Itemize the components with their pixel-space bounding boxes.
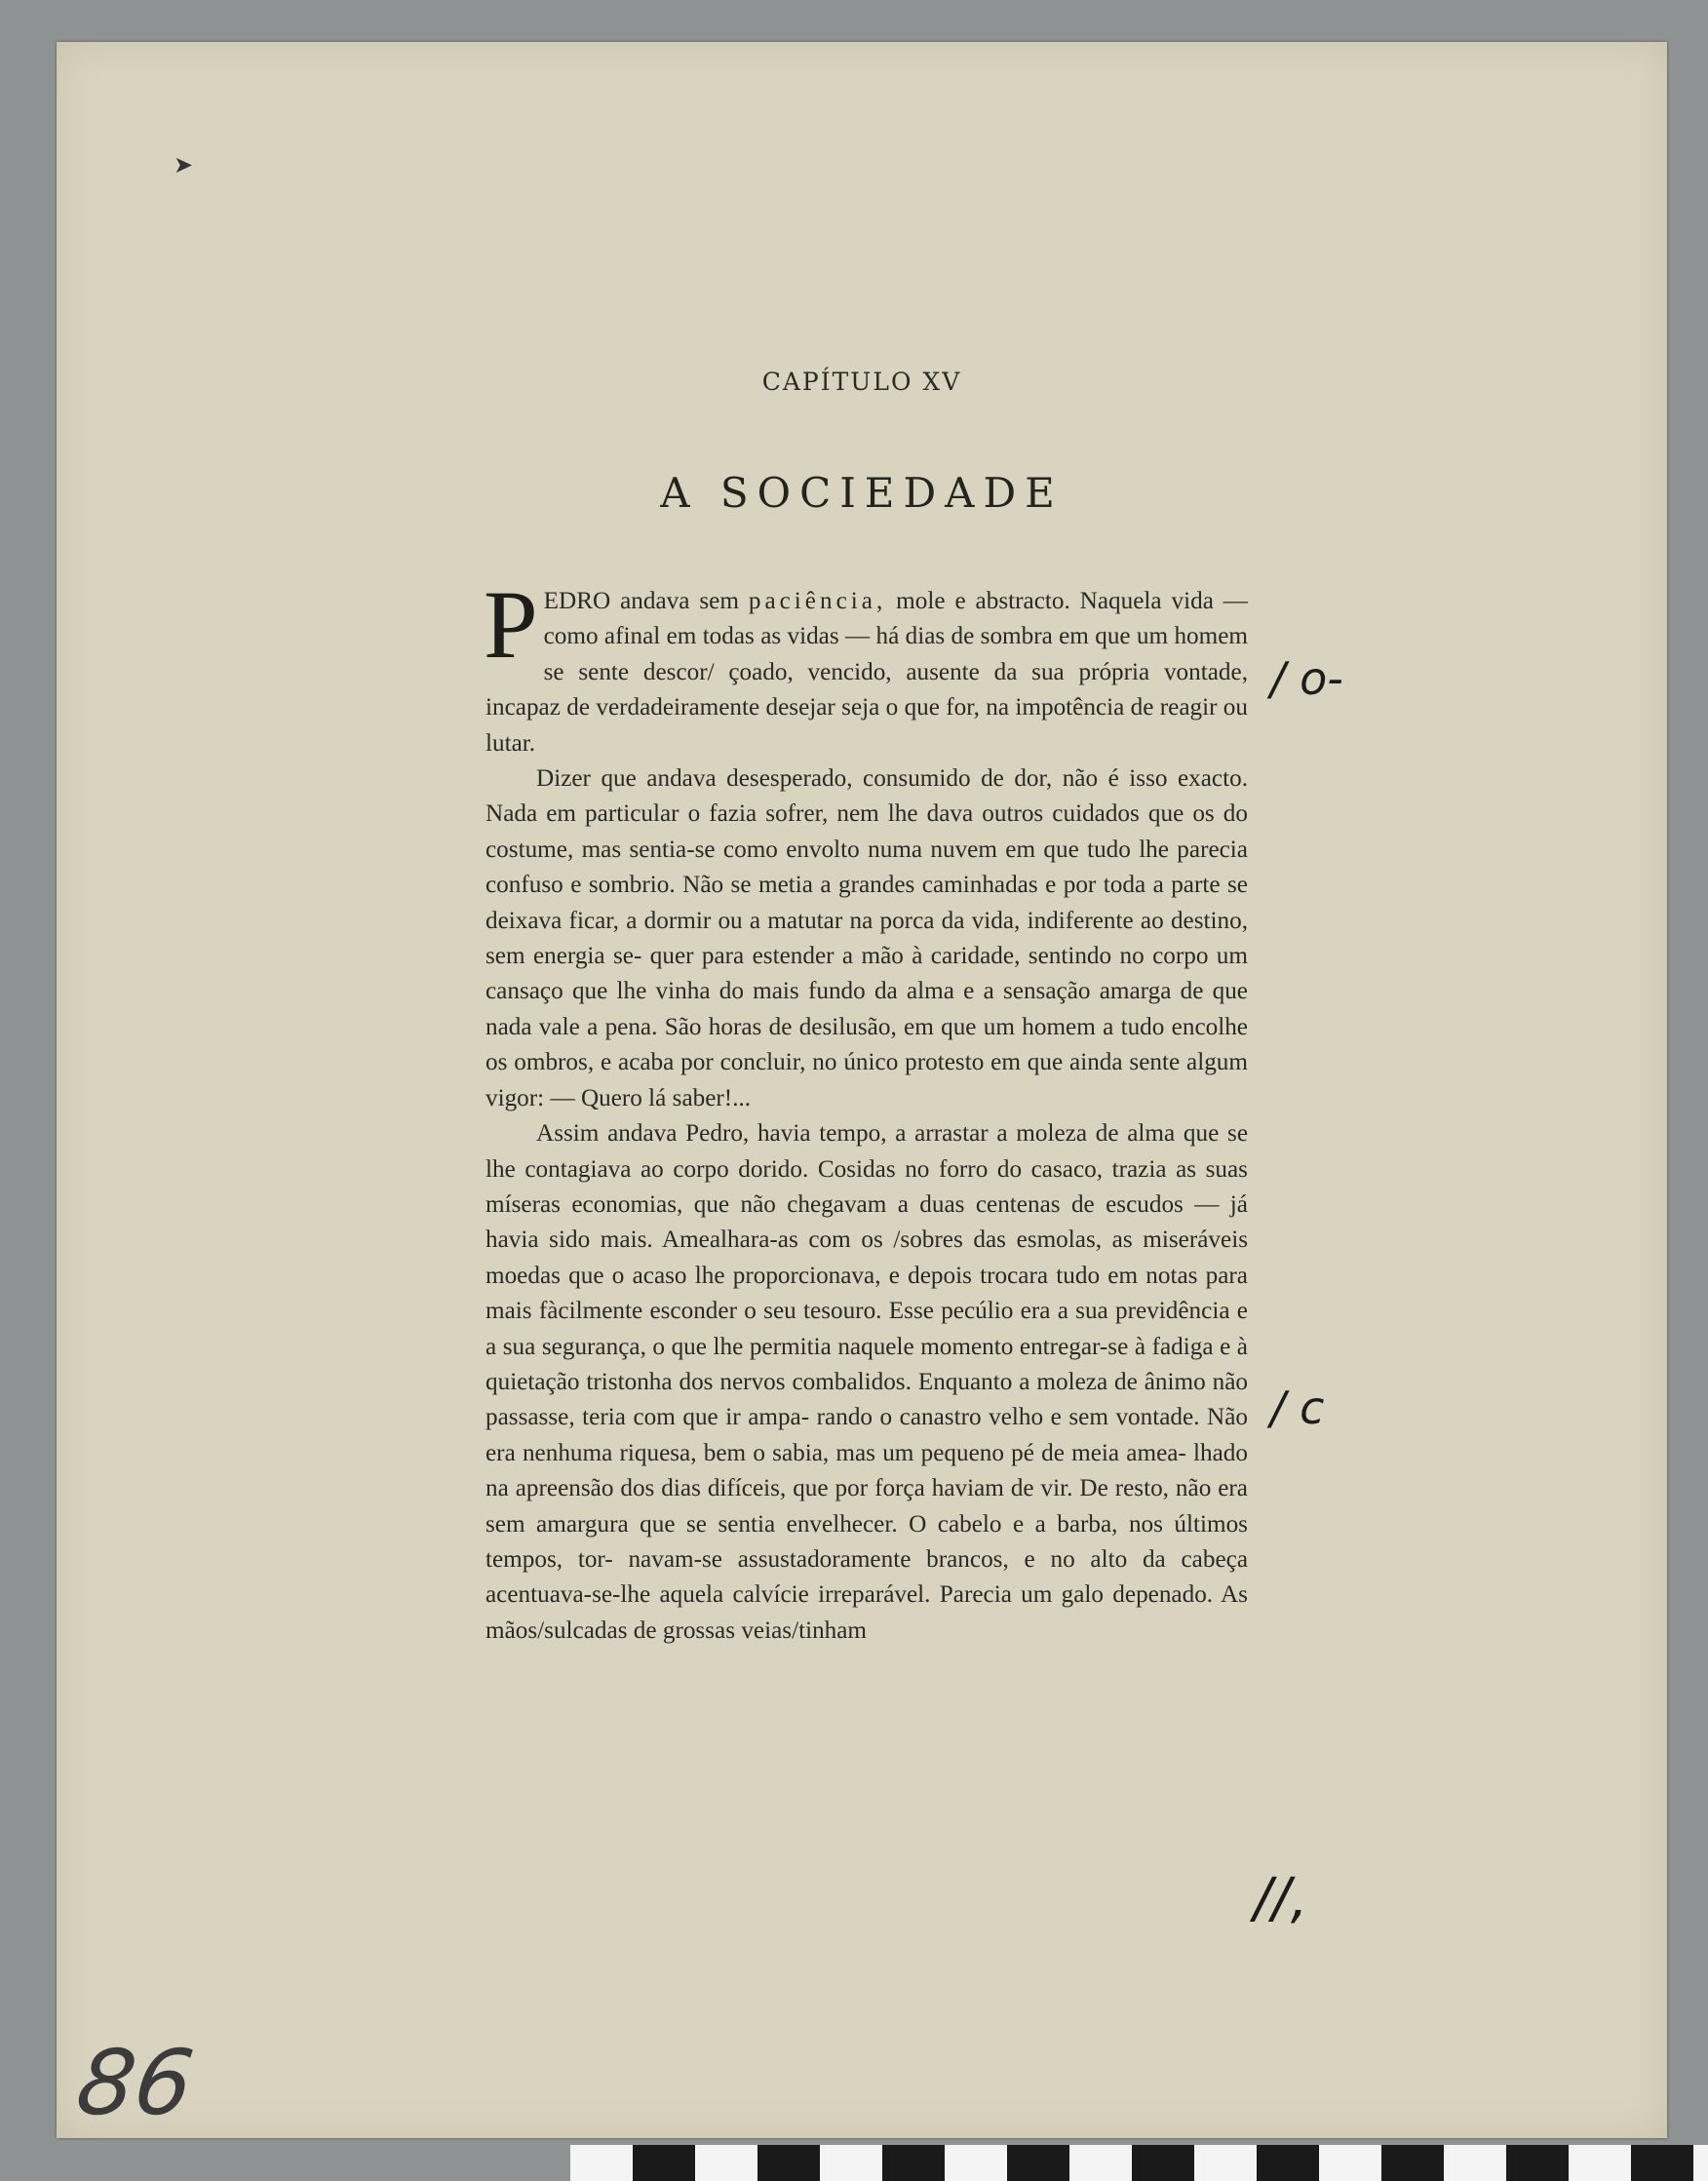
paragraph-1 — [484, 570, 1248, 761]
drop-cap: P — [484, 570, 538, 679]
paragraph-1-lead: andava sem — [610, 588, 749, 614]
margin-note-1: / o- — [1270, 652, 1343, 705]
margin-note-2: / c — [1270, 1382, 1325, 1434]
paragraph-3: Assim andava Pedro, havia tempo, a arrastar a moleza de alma que se lhe contagiava ao corpo dorido. Cosidas no forro do casaco, trazia as suas míseras economias, que não chegavam a duas centenas de escudos — já havia sido mais. Amealhara-as com os /sobres das esmolas, as miseráveis moedas que o acaso lhe proporcionava, e depois trocara tudo em notas para mais fàcilmente esconder o seu tesouro. Esse pecúlio era a sua previdência e a sua segurança, o que lhe permitia naquele momento entregar-se à fadiga e à quietação tristonha dos nervos combalidos. Enquanto a moleza de ânimo não passasse, teria com que ir ampa- rando o canastro velho e sem vontade. Não era nenhuma riquesa, bem o sabia, mas um pequeno pé de meia amea- lhado na apreensão dos dias difíceis, que por força haviam de vir. De resto, não era sem amargura que se sentia envelhecer. O cabelo e a barba, nos últimos tempos, tor- navam-se assustadoramente brancos, e no alto da cabeça acentuava-se-lhe aquela calvície irreparável. Parecia um galo depenado. As mãos/sulcadas de grossas veias/tinham — [485, 1120, 1248, 1644]
paragraph-2: Dizer que andava desesperado, consumido de dor, não é isso exacto. Nada em particular o fazia sofrer, nem lhe dava outros cuidados que os do costume, mas sentia-se como envolto numa nuvem em que tudo lhe parecia confuso e sombrio. Não se metia a grandes caminhadas e por toda a parte se deixava ficar, a dormir ou a matutar na porca da vida, indiferente ao destino, sem energia se- quer para estender a mão à caridade, sentindo no corpo um cansaço que lhe vinha do mais fundo da alma e a sensação amarga de que nada vale a pena. São horas de desilusão, em que um homem a tudo encolhe os ombros, e acaba por concluir, no único protesto em que ainda sente algum vigor: — Quero lá saber!... — [485, 765, 1248, 1111]
manuscript-page — [57, 42, 1667, 2138]
margin-note-3: //, — [1254, 1867, 1308, 1930]
chapter-heading: CAPÍTULO XV — [761, 368, 962, 396]
spaced-word: paciência, — [748, 588, 887, 614]
color-scale-bar — [570, 2145, 1708, 2181]
page-number: 86 — [70, 2031, 200, 2135]
opening-word: EDRO — [543, 588, 611, 614]
corner-mark-icon: ➤ — [174, 151, 194, 178]
body-text — [484, 570, 1248, 1649]
chapter-title: A SOCIEDADE — [660, 469, 1064, 517]
paragraph-1-rest: mole e abstracto. Naquela vida — como afinal em todas as vidas — há dias de sombra em que um homem se sente descor/ çoado, vencido, ausente da sua própria vontade, incapaz de verdadeiramente desejar seja o que for, na impotência de reagir ou lutar. — [485, 588, 1248, 757]
